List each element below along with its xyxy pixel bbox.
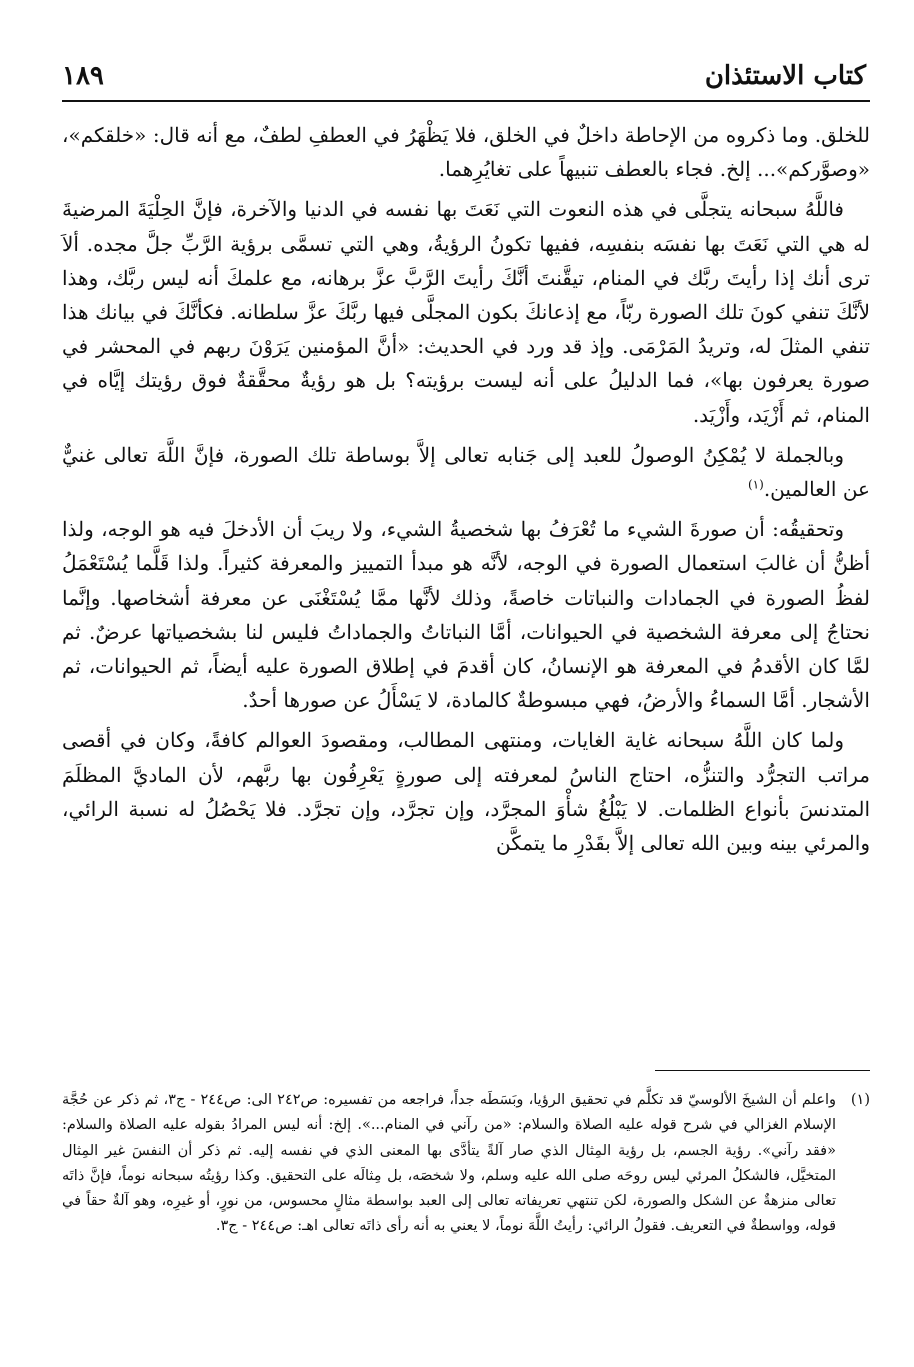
footnote-divider [655,1070,870,1071]
paragraph [62,438,870,506]
book-page [62,0,870,1367]
main-text [62,118,870,866]
paragraph: ولما كان اللَّهُ سبحانه غاية الغايات، ومنتهى المطالب، ومقصودَ العوالم كافةً، وكان في أقصى مراتب التجرُّد والتنزُّه، احتاج الناسُ لمعرفته إلى صورةٍ يَعْرِفُون بها ربَّهم، لأن الماديَّ المظلَمَ المتدنسَ بأنواع الظلمات. لا يَبْلُغُ شأْوَ المجرَّد، وإن تجرَّد، وإن تجرَّد. فلا يَحْصُلُ له نسبة الرائي، والمرئي بينه وبين الله تعالى إلاَّ بقَدْرِ ما يتمكَّن [62,728,870,856]
footnotes [62,1088,870,1240]
page-number: ١٨٩ [62,61,104,91]
footnote-text: واعلم أن الشيخَ الألوسيّ قد تكلَّم في تحقيق الرؤيا، وبَسَطَه جداً، فراجعه من تفسيره: ص٢٤٢ الى: ص٢٤٤ - ج٣، ثم ذكر عن حُجَّة الإسلام الغزالي في شرح قوله عليه الصلاة والسلام: «من رآني في المنام...». إلخ: أنه ليس المرادُ بقوله عليه الصلاة والسلام: «فقد رآني». رؤية الجسم، بل رؤية المِثال الذي صار آلةً يتأدَّى بها المعنى الذي في نفسه إليه. ثم ذكر أن النفسَ غير المِثال المتخيَّل، فالشكلُ المرئي ليس روحَه صلى الله عليه وسلم، ولا شخصَه، بل مِثالَه على التحقيق. وكذا رؤيتُه سبحانه نوماً، فإنَّ ذاتَه تعالى منزهةٌ عن الشكل والصورة، لكن تنتهي تعريفاته تعالى إلى العبد بواسطة مثالٍ محسوس، من نورٍ، أو غيرِه، وهو آلةٌ حقاً في قوله، وواسطةٌ في التعريف. فقولُ الرائي: رأيتُ اللَّهَ نوماً، لا يعني به أنه رأى ذاتَه تعالى اهـ: ص٢٤٤ - ج٣. [62,1092,837,1235]
running-header [62,56,870,102]
footnote-marker: (١) [747,477,764,492]
footnote-number: (١) [850,1092,870,1108]
chapter-title: كتاب الاستئذان [704,61,866,91]
paragraph: فاللَّهُ سبحانه يتجلَّى في هذه النعوت التي نَعَتَ بها نفسه في الدنيا والآخرة، فإنَّ الحِلْيَةَ المرضيةَ له هي التي نَعَتَ بها نفسَه بنفسِه، ففيها تكونُ الرؤيةُ، وهي التي تسمَّى برؤية الرَّبِّ جلَّ مجده. ألاَ ترى أنك إذا رأيتَ ربَّك في المنام، تيقَّنتَ أنَّكَ رأيتَ الرَّبَّ عزَّ برهانه، مع علمكَ أنه ليس ربَّك، وهذا لأنَّكَ تنفي كونَ تلك الصورة ربّاً، مع إذعانكَ بكون المجلَّى فيها ربَّكَ عزَّ سلطانه. فكأنَّكَ في بيانك هذا تنفي المثلَ له، وتريدُ المَرْمَى. وإذ قد ورد في الحديث: «أنَّ المؤمنين يَرَوْنَ ربهم في المحشر في صورة يعرفون بها»، فما الدليلُ على أنه ليست برؤيته؟ بل هو رؤيةٌ محقَّقةٌ فوق رؤيتك إيَّاه في المنام، ثم أَزْيَد، وأَزْيَد. [62,197,870,427]
footnote [62,1088,870,1240]
paragraph: للخلق. وما ذكروه من الإحاطة داخلٌ في الخلق، فلا يَظْهَرُ في العطفِ لطفٌ، مع أنه قال: «خلقكم»، «وصوَّركم»... إلخ. فجاء بالعطف تنبيهاً على تغايُرِهما. [62,123,870,182]
paragraph-text: وبالجملة لا يُمْكِنُ الوصولُ للعبد إلى جَنابه تعالى إلاَّ بوساطة تلك الصورة، فإنَّ اللَّهَ تعالى غنيٌّ عن العالمين. [62,442,870,502]
paragraph: وتحقيقُه: أن صورةَ الشيء ما تُعْرَفُ بها شخصيةُ الشيء، ولا ريبَ أن الأدخلَ فيه هو الوجه، ولذا أظنُّ أن غالبَ استعمال الصورة في الوجه، لأنَّه هو مبدأ التمييز والمعرفة كثيراً. ولذا قَلَّما يُسْتَعْمَلُ لفظُ الصورة في الجمادات والنباتات خاصةً، وذلك لأنَّها ممَّا يُسْتَغْنَى عن معرفة أشخاصها. وإنَّما نحتاجُ إلى معرفة الشخصية في الحيوانات، أمَّا النباتاتُ والجماداتُ فليس لنا بشخصياتها عرضٌ. ثم لمَّا كان الأقدمُ في المعرفة هو الإنسانُ، كان أقدمَ في إطلاق الصورة عليه أيضاً، ثم الحيوانات، ثم الأشجار. أمَّا السماءُ والأرضُ، فهي مبسوطةٌ كالمادة، لا يَسْأَلُ عن صورها أحدٌ. [62,517,871,713]
